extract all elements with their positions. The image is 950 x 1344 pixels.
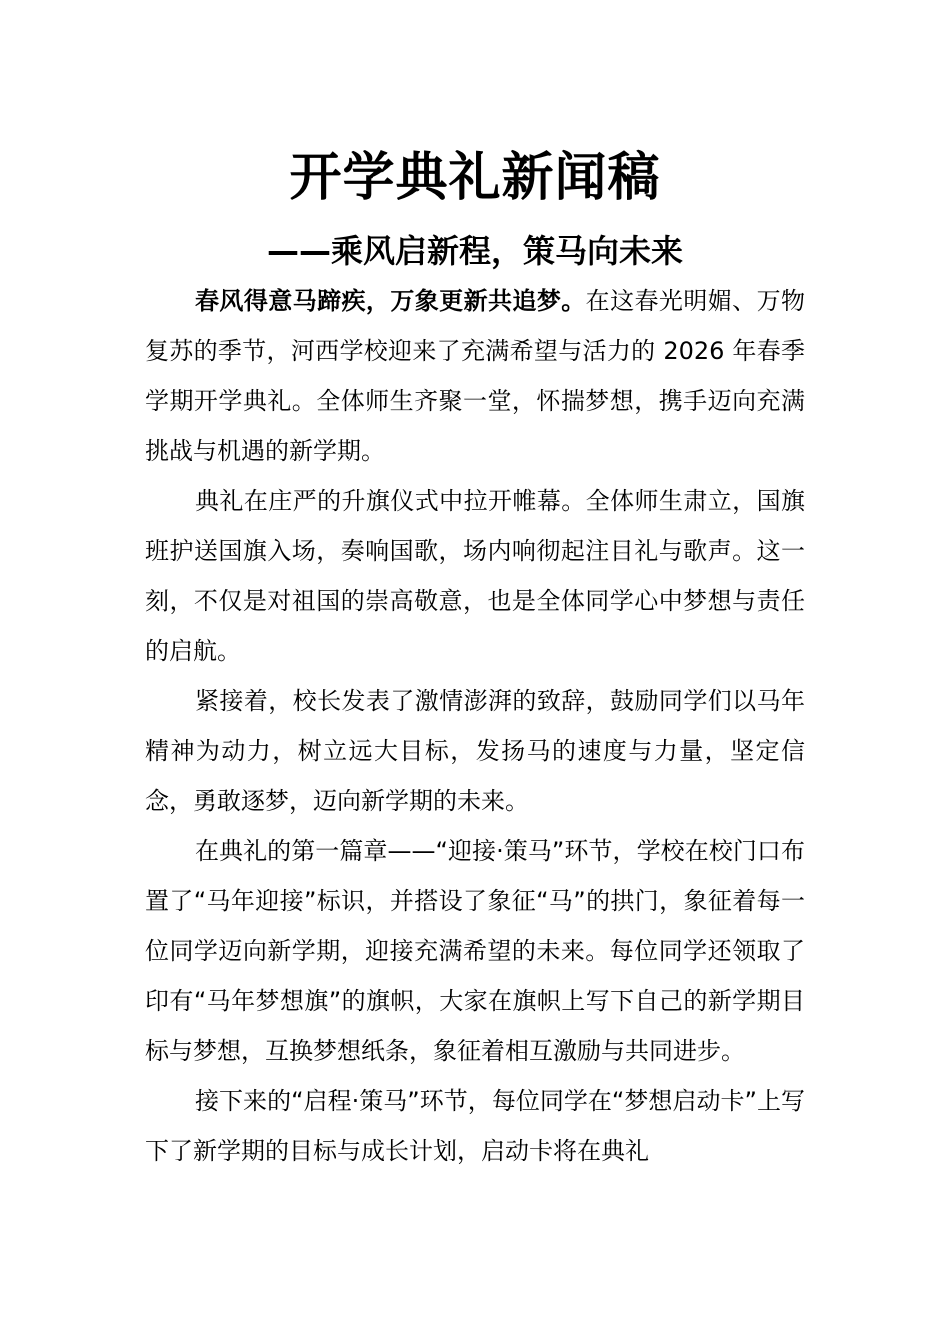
article-body (145, 276, 805, 1176)
paragraph-text: 接下来的“启程·策马”环节，每位同学在“梦想启动卡”上写下了新学期的目标与成长计划，启动卡将在典礼 (145, 1087, 805, 1165)
paragraph-text: 在这春光明媚、万物复苏的季节，河西学校迎来了充满希望与活力的 2026 年春季学期开学典礼。全体师生齐聚一堂，怀揣梦想，携手迈向充满挑战与机遇的新学期。 (145, 287, 806, 465)
paragraph-1 (145, 276, 805, 476)
paragraph-2 (145, 476, 805, 676)
paragraph-lead: 春风得意马蹄疾，万象更新共追梦。 (195, 287, 586, 315)
paragraph-4 (145, 826, 805, 1076)
document-subtitle: ——乘风启新程，策马向未来 (266, 232, 683, 270)
paragraph-text: 典礼在庄严的升旗仪式中拉开帷幕。全体师生肃立，国旗班护送国旗入场，奏响国歌，场内响彻起注目礼与歌声。这一刻，不仅是对祖国的崇高敬意，也是全体同学心中梦想与责任的启航。 (145, 487, 805, 665)
paragraph-text: 在典礼的第一篇章——“迎接·策马”环节，学校在校门口布置了“马年迎接”标识，并搭设了象征“马”的拱门，象征着每一位同学迈向新学期，迎接充满希望的未来。每位同学还领取了印有“马年梦想旗”的旗帜，大家在旗帜上写下自己的新学期目标与梦想，互换梦想纸条，象征着相互激励与共同进步。 (145, 837, 805, 1065)
paragraph-3 (145, 676, 805, 826)
document-title: 开学典礼新闻稿 (289, 148, 661, 208)
paragraph-5 (145, 1076, 805, 1176)
paragraph-text: 紧接着，校长发表了激情澎湃的致辞，鼓励同学们以马年精神为动力，树立远大目标，发扬马的速度与力量，坚定信念，勇敢逐梦，迈向新学期的未来。 (145, 687, 805, 815)
